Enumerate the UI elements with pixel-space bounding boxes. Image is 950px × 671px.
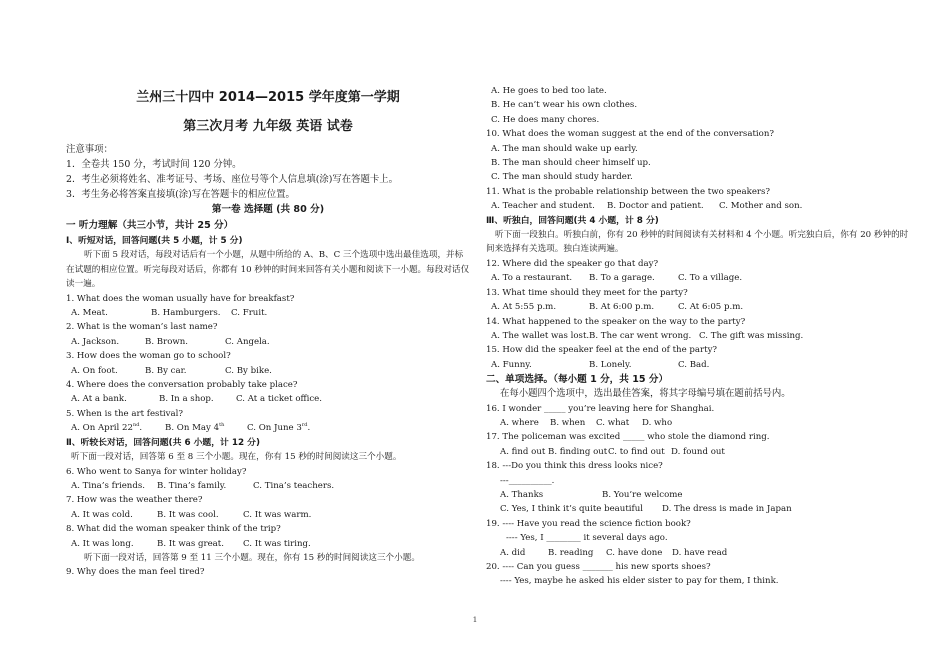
note-item-3: 3．考生务必将答案直接填(涂)写在答题卡的相应位置。 [66, 189, 295, 200]
question-7-options [66, 508, 470, 522]
subsection1-instructions: 听下面 5 段对话，每段对话后有一个小题，从题中所给的 A、B、C 三个选项中选出最佳选项，并标在试题的相应位置。听完每段对话后，你都有 10 秒钟的时间来回答有关小题和阅读下一小题。每段对话仅读一遍。 [66, 250, 470, 290]
question-14-options [486, 329, 910, 343]
subsection2-title: Ⅱ、听较长对话，回答问题(共 6 小题，计 12 分) [66, 437, 260, 448]
option-a: A. Tina’s friends. [71, 480, 145, 491]
option-a: A. On foot. [71, 365, 118, 376]
exam-title-school: 兰州三十四中 2014—2015 学年度第一学期 [136, 90, 400, 105]
option-b: B. Doctor and patient. [607, 201, 704, 212]
question-15-options [486, 358, 910, 372]
option-b: B. when [550, 417, 586, 428]
subsection2-instructions: 听下面一段对话，回答第 6 至 8 三个小题。现在，你有 15 秒的时间阅读这三个小题。 [71, 452, 402, 463]
question-3: 3. How does the woman go to school? [66, 351, 231, 362]
question-6: 6. Who went to Sanya for winter holiday? [66, 466, 247, 477]
question-14: 14. What happened to the speaker on the way to the party? [486, 316, 746, 327]
option-b: B. You’re welcome [602, 489, 683, 500]
question-2-options [66, 335, 470, 349]
part1-title: 第一卷 选择题 (共 80 分) [211, 204, 325, 215]
question-12: 12. Where did the speaker go that day? [486, 258, 659, 269]
option-c: C. At 6:05 p.m. [678, 302, 744, 313]
option-c: C. Fruit. [231, 308, 268, 319]
question-18-options-row1 [486, 488, 910, 502]
question-13: 13. What time should they meet for the party? [486, 287, 688, 298]
option-a: A. The wallet was lost. [491, 330, 590, 341]
section2-title: 二、单项选择。（每小题 1 分，共 15 分） [486, 374, 669, 386]
option-b: B. By car. [145, 365, 187, 376]
question-9-option-a: A. He goes to bed too late. [491, 86, 607, 96]
question-11-options [486, 199, 910, 213]
question-18: 18. ---Do you think this dress looks nice? [486, 461, 663, 472]
question-10-option-c: C. The man should study harder. [491, 172, 633, 183]
question-10-option-b: B. The man should cheer himself up. [491, 158, 651, 169]
question-10-option-a: A. The man should wake up early. [491, 143, 638, 154]
subsection2-instructions-2: 听下面一段对话，回答第 9 至 11 三个小题。现在，你有 15 秒的时间阅读这三个小题。 [84, 552, 420, 563]
option-a: A. Meat. [71, 308, 108, 319]
question-4-options [66, 392, 470, 406]
question-1: 1. What does the woman usually have for breakfast? [66, 293, 295, 304]
option-b: B. In a shop. [159, 394, 214, 405]
option-d: D. The dress is made in Japan [662, 504, 792, 515]
option-a: A. Teacher and student. [491, 201, 595, 212]
question-17: 17. The policeman was excited _____ who stole the diamond ring. [486, 432, 770, 443]
option-a: A. Jackson. [71, 336, 120, 347]
option-c: C. To a village. [678, 273, 743, 284]
question-19-reply: ---- Yes, I ________ it several days ago. [506, 533, 668, 544]
option-c: C. Tina’s teachers. [253, 480, 335, 491]
option-a: A. Thanks [500, 489, 544, 500]
option-a: A. At a bank. [71, 394, 127, 405]
left-column [66, 0, 470, 580]
option-c: C. Bad. [678, 359, 710, 370]
option-b: B. At 6:00 p.m. [589, 302, 655, 313]
option-c: C. to find out [608, 446, 665, 457]
question-3-options [66, 364, 470, 378]
option-c: C. The gift was missing. [699, 330, 804, 341]
option-d: D. have read [672, 547, 728, 558]
option-b: B. On May 4th [165, 422, 225, 434]
option-a: A. On April 22nd. [71, 422, 143, 434]
option-d: D. who [642, 417, 673, 428]
question-16: 16. I wonder _____ you’re leaving here for Shanghai. [486, 403, 715, 414]
option-c: C. Angela. [225, 336, 270, 347]
option-c: C. On June 3rd. [247, 422, 311, 434]
question-7: 7. How was the weather there? [66, 495, 203, 506]
question-1-options [66, 306, 470, 320]
option-a: A. did [500, 547, 526, 558]
question-9: 9. Why does the man feel tired? [66, 567, 205, 578]
option-c: C. It was tiring. [243, 538, 311, 549]
question-9-option-b: B. He can’t wear his own clothes. [491, 100, 638, 111]
question-2: 2. What is the woman’s last name? [66, 322, 218, 333]
subsection3-instructions: 听下面一段独白。听独白前，你有 20 秒钟的时间阅读有关材料和 4 个小题。听完独白后，你有 20 秒钟的时间来选择有关选项。独白连读两遍。 [486, 230, 909, 255]
question-16-options [486, 416, 910, 430]
option-c: C. It was warm. [243, 509, 312, 520]
option-a: A. To a restaurant. [491, 273, 573, 284]
note-item-2: 2．考生必须将姓名、准考证号、考场、座位号等个人信息填(涂)写在答题卡上。 [66, 174, 399, 185]
option-a: A. where [500, 417, 539, 428]
question-6-options [66, 479, 470, 493]
option-b: B. Brown. [145, 336, 188, 347]
option-a: A. It was cold. [71, 509, 133, 520]
page-number: 1 [472, 615, 478, 624]
subsection3-title: Ⅲ、听独白，回答问题(共 4 小题，计 8 分) [486, 215, 659, 226]
question-18-blank: ---__________. [500, 475, 555, 486]
section1-title: 一 听力理解（共三小节，共计 25 分） [66, 220, 234, 231]
question-19-options [486, 546, 910, 560]
section2-instructions: 在每小题四个选项中，选出最佳答案，将其字母编号填在题前括号内。 [500, 388, 791, 400]
option-b: B. finding out [548, 446, 608, 457]
question-8-options [66, 537, 470, 551]
option-b: B. Lonely. [589, 359, 632, 370]
question-5-options [66, 421, 470, 435]
question-17-options [486, 445, 910, 459]
question-20: 20. ---- Can you guess _______ his new sports shoes? [486, 562, 711, 572]
question-10: 10. What does the woman suggest at the end of the conversation? [486, 129, 774, 140]
option-c: C. At a ticket office. [236, 394, 322, 405]
question-11: 11. What is the probable relationship between the two speakers? [486, 186, 771, 197]
question-19: 19. ---- Have you read the science fiction book? [486, 518, 691, 529]
question-9-option-c: C. He does many chores. [491, 114, 600, 125]
subsection1-title: Ⅰ、听短对话，回答问题(共 5 小题，计 5 分) [66, 236, 243, 246]
option-a: A. Funny. [491, 359, 532, 370]
option-a: A. It was long. [71, 538, 134, 549]
question-5: 5. When is the art festival? [66, 408, 183, 419]
option-b: B. It was cool. [157, 509, 219, 520]
question-15: 15. How did the speaker feel at the end of the party? [486, 345, 718, 356]
option-b: B. reading [548, 547, 594, 558]
option-c: C. what [596, 417, 630, 428]
option-b: B. Tina’s family. [157, 480, 227, 491]
option-b: B. To a garage. [589, 273, 655, 284]
option-c: C. By bike. [225, 365, 272, 376]
option-d: D. found out [671, 446, 725, 457]
question-18-options-row2 [486, 502, 910, 516]
right-column [486, 0, 910, 589]
option-b: B. It was great. [157, 538, 224, 549]
notes-heading: 注意事项： [66, 144, 113, 155]
exam-title-subject: 第三次月考 九年级 英语 试卷 [183, 119, 353, 134]
question-13-options [486, 300, 910, 314]
question-20-reply: ---- Yes, maybe he asked his elder sister to pay for them, I think. [500, 576, 779, 587]
question-8: 8. What did the woman speaker think of the trip? [66, 524, 281, 535]
option-a: A. find out [500, 446, 546, 457]
note-item-1: 1．全卷共 150 分，考试时间 120 分钟。 [66, 159, 242, 170]
option-c: C. have done [606, 547, 663, 558]
option-a: A. At 5:55 p.m. [491, 302, 557, 313]
question-4: 4. Where does the conversation probably take place? [66, 380, 298, 391]
option-c: C. Yes, I think it’s quite beautiful [500, 504, 643, 515]
option-c: C. Mother and son. [719, 201, 803, 212]
question-12-options [486, 271, 910, 285]
option-b: B. Hamburgers. [151, 308, 221, 319]
option-b: B. The car went wrong. [589, 330, 692, 341]
